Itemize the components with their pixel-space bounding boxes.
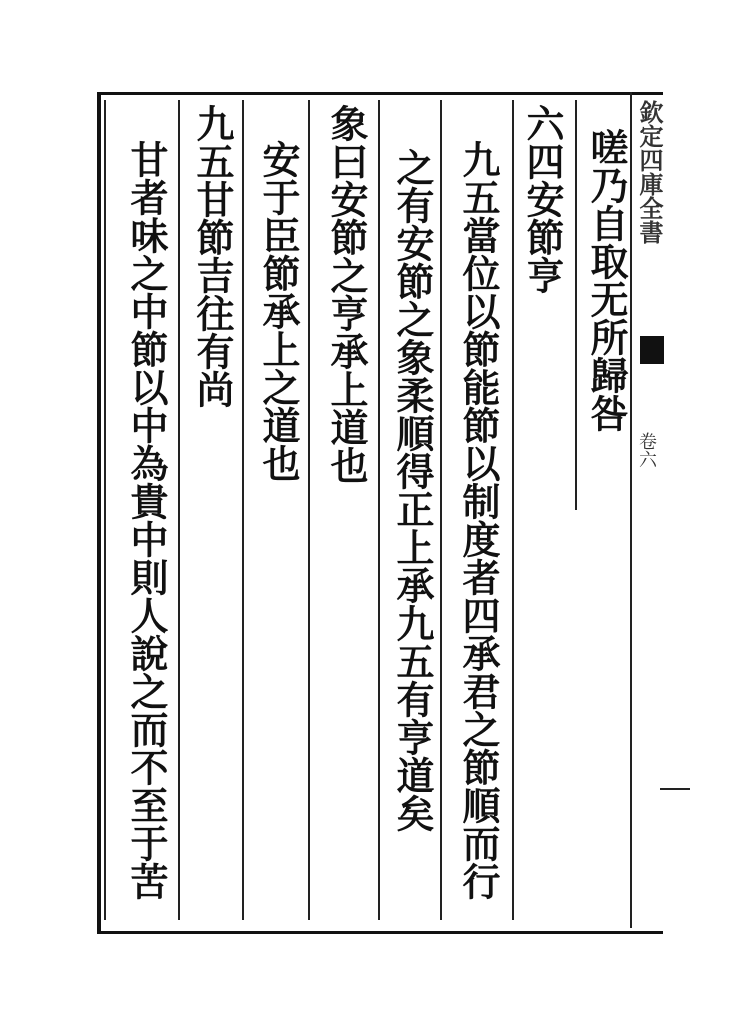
text-column: 六四安節亨 [520, 104, 565, 294]
text-column: 九五甘節吉往有尚 [190, 104, 235, 408]
column-rule [512, 100, 514, 920]
fishtail-mark [640, 336, 664, 364]
inner-border [104, 100, 106, 920]
column-rule [308, 100, 310, 920]
page-frame [97, 92, 663, 934]
text-column: 安于臣節承上之道也 [256, 140, 301, 482]
column-rule [575, 100, 577, 510]
column-rule [178, 100, 180, 920]
column-rule [440, 100, 442, 920]
text-column: 甘者味之中節以中為貴中則人說之而不至于苦 [124, 140, 169, 900]
text-column: 嗟乃自取无所歸咎 [584, 128, 629, 432]
column-rule [378, 100, 380, 920]
column-rule [242, 100, 244, 920]
text-column: 象曰安節之亨承上道也 [324, 104, 369, 484]
juan-label: 卷六 [636, 432, 657, 468]
margin-tick [660, 788, 690, 790]
text-column: 九五當位以節能節以制度者四承君之節順而行 [456, 140, 501, 900]
book-title: 欽定四庫全書 [635, 100, 664, 244]
text-column: 之有安節之象柔順得正上承九五有亨道矣 [390, 148, 435, 832]
